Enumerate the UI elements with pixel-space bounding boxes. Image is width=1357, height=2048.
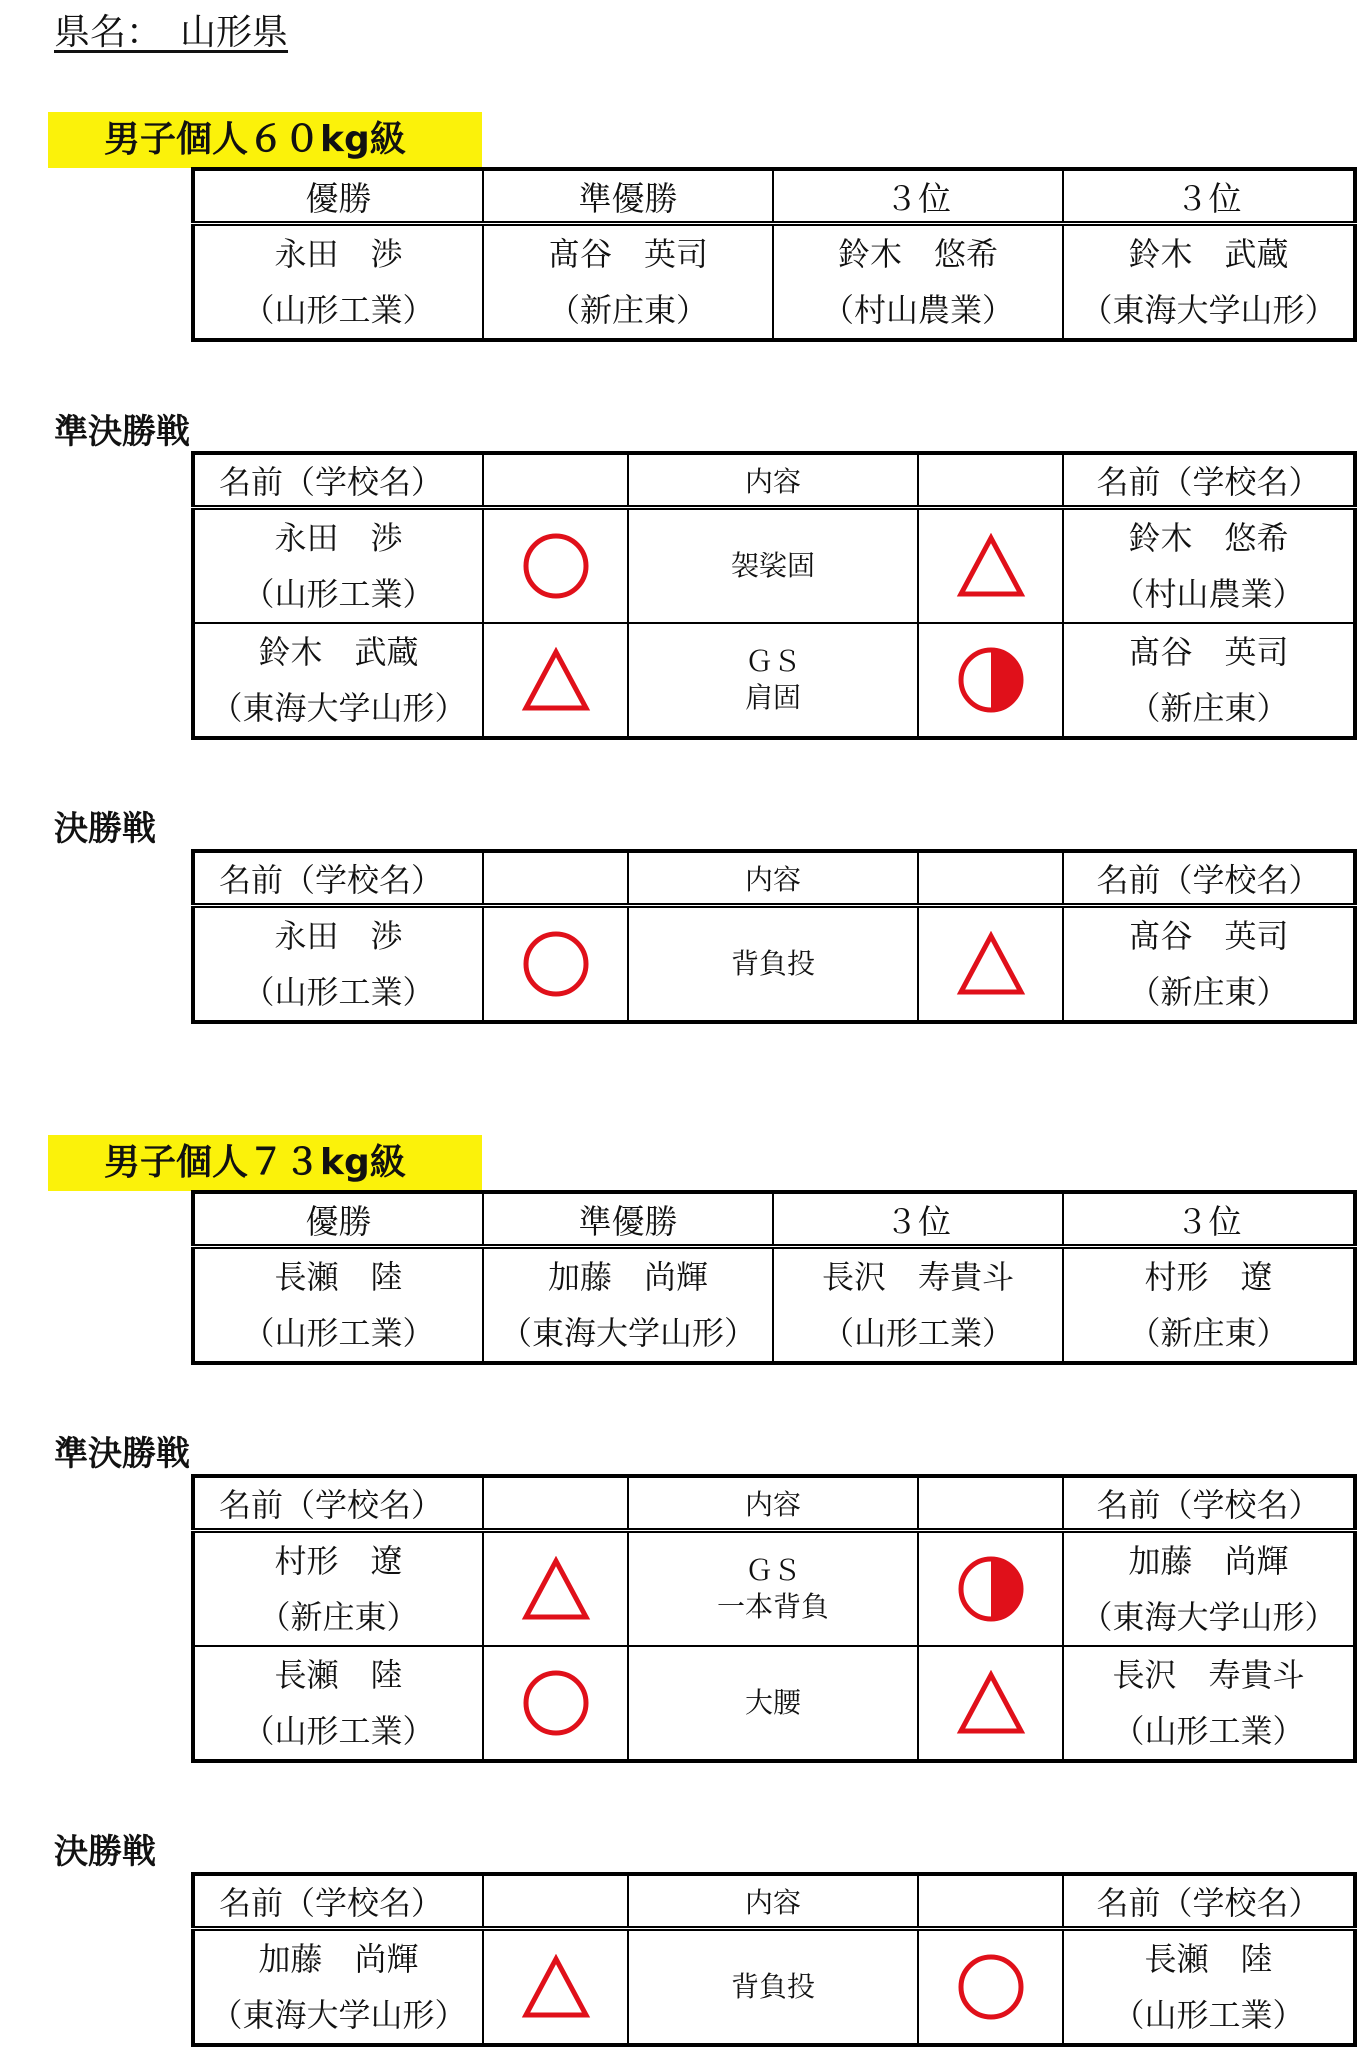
school-name: （山形工業） [242,973,435,1011]
podium-cell [773,224,1063,341]
col-header-blank [918,1476,1063,1531]
athlete-name: 鈴木 悠希 [837,235,998,273]
technique-line: ＧＳ [744,1554,801,1587]
prefecture-label: 県名： 山形県 [54,12,289,53]
podium-header: ３位 [1063,169,1355,224]
triangle-mark-icon [956,931,1026,997]
podium-header: ３位 [773,169,1063,224]
athlete-name: 髙谷 英司 [1128,633,1289,671]
school-name: （山形工業） [242,575,435,613]
player-cell [193,508,483,624]
result-mark-cell [483,906,628,1023]
col-header-blank [483,1476,628,1531]
col-header-blank [483,1874,628,1929]
school-name: （村山農業） [1112,575,1305,613]
col-header: 名前（学校名） [1063,1874,1355,1929]
school-name: （新庄東） [1128,689,1289,727]
player-cell [193,1929,483,2046]
section-title: 準決勝戦 [54,412,190,452]
school-name: （山形工業） [242,1314,435,1352]
circle-mark-icon [956,1952,1026,2022]
half-circle-mark-icon [956,645,1026,715]
player-cell [193,1531,483,1647]
technique-cell [628,1531,918,1647]
circle-mark-icon [521,531,591,601]
school-name: （東海大学山形） [499,1314,756,1352]
athlete-name: 村形 遼 [1144,1258,1273,1296]
technique-line: 袈裟固 [730,549,815,582]
podium-header: ３位 [1063,1192,1355,1247]
result-mark-cell [483,623,628,738]
school-name: （新庄東） [1128,973,1289,1011]
school-name: （新庄東） [547,291,708,329]
school-name: （山形工業） [1112,1996,1305,2034]
col-header: 内容 [628,1476,918,1531]
result-mark-cell [483,508,628,624]
match-table [191,451,1357,740]
player-cell [1063,1646,1355,1761]
school-name: （東海大学山形） [1080,1598,1337,1636]
school-name: （山形工業） [242,1712,435,1750]
podium-header: 準優勝 [483,169,773,224]
player-cell [1063,1531,1355,1647]
podium-cell [483,1247,773,1364]
school-name: （山形工業） [242,291,435,329]
podium-cell [773,1247,1063,1364]
podium-header: 優勝 [193,1192,483,1247]
col-header-blank [483,453,628,508]
col-header: 名前（学校名） [193,453,483,508]
col-header: 名前（学校名） [1063,453,1355,508]
technique-line: ＧＳ [744,645,801,678]
school-name: （村山農業） [821,291,1014,329]
result-mark-cell [918,508,1063,624]
player-cell [1063,508,1355,624]
school-name: （山形工業） [821,1314,1014,1352]
col-header-blank [918,851,1063,906]
match-table [191,1872,1357,2047]
athlete-name: 加藤 尚輝 [1128,1542,1289,1580]
result-mark-cell [918,1929,1063,2046]
school-name: （新庄東） [1128,1314,1289,1352]
result-mark-cell [918,906,1063,1023]
division-title: 男子個人７３kg級 [48,1135,482,1191]
triangle-mark-icon [521,1556,591,1622]
school-name: （山形工業） [1112,1712,1305,1750]
technique-line: 大腰 [744,1686,801,1719]
col-header: 内容 [628,453,918,508]
podium-table [191,167,1357,342]
school-name: （新庄東） [258,1598,419,1636]
col-header: 名前（学校名） [1063,1476,1355,1531]
col-header: 内容 [628,1874,918,1929]
technique-line: 肩固 [744,681,801,714]
athlete-name: 加藤 尚輝 [258,1940,419,1978]
technique-cell [628,1646,918,1761]
circle-mark-icon [521,1668,591,1738]
section-title: 決勝戦 [54,1832,156,1872]
athlete-name: 永田 渉 [274,519,403,557]
col-header-blank [918,1874,1063,1929]
podium-cell [193,224,483,341]
section-title: 決勝戦 [54,809,156,849]
half-circle-mark-icon [956,1554,1026,1624]
result-mark-cell [483,1929,628,2046]
col-header-blank [918,453,1063,508]
athlete-name: 鈴木 武蔵 [258,633,419,671]
athlete-name: 加藤 尚輝 [547,1258,708,1296]
athlete-name: 永田 渉 [274,917,403,955]
player-cell [1063,906,1355,1023]
technique-line: 背負投 [730,1970,815,2003]
podium-header: 準優勝 [483,1192,773,1247]
athlete-name: 長沢 寿貴斗 [821,1258,1014,1296]
circle-mark-icon [521,929,591,999]
athlete-name: 長瀬 陸 [1144,1940,1273,1978]
podium-header: ３位 [773,1192,1063,1247]
technique-line: 背負投 [730,947,815,980]
triangle-mark-icon [521,647,591,713]
result-mark-cell [918,623,1063,738]
technique-cell [628,508,918,624]
athlete-name: 鈴木 武蔵 [1128,235,1289,273]
technique-cell [628,623,918,738]
result-mark-cell [918,1646,1063,1761]
triangle-mark-icon [521,1954,591,2020]
school-name: （東海大学山形） [1080,291,1337,329]
triangle-mark-icon [956,1670,1026,1736]
school-name: （東海大学山形） [210,1996,467,2034]
division-title: 男子個人６０kg級 [48,112,482,168]
podium-cell [1063,224,1355,341]
podium-header: 優勝 [193,169,483,224]
triangle-mark-icon [956,533,1026,599]
player-cell [193,1646,483,1761]
col-header: 名前（学校名） [193,851,483,906]
col-header: 名前（学校名） [193,1476,483,1531]
technique-cell [628,1929,918,2046]
result-mark-cell [918,1531,1063,1647]
player-cell [1063,1929,1355,2046]
athlete-name: 髙谷 英司 [1128,917,1289,955]
match-table [191,849,1357,1024]
section-title: 準決勝戦 [54,1434,190,1474]
result-mark-cell [483,1646,628,1761]
player-cell [1063,623,1355,738]
podium-cell [193,1247,483,1364]
athlete-name: 長瀬 陸 [274,1258,403,1296]
technique-cell [628,906,918,1023]
school-name: （東海大学山形） [210,689,467,727]
match-table [191,1474,1357,1763]
podium-table [191,1190,1357,1365]
podium-cell [1063,1247,1355,1364]
col-header-blank [483,851,628,906]
col-header: 内容 [628,851,918,906]
player-cell [193,623,483,738]
athlete-name: 永田 渉 [274,235,403,273]
col-header: 名前（学校名） [1063,851,1355,906]
player-cell [193,906,483,1023]
result-mark-cell [483,1531,628,1647]
athlete-name: 長沢 寿貴斗 [1112,1656,1305,1694]
athlete-name: 長瀬 陸 [274,1656,403,1694]
col-header: 名前（学校名） [193,1874,483,1929]
athlete-name: 髙谷 英司 [547,235,708,273]
podium-cell [483,224,773,341]
technique-line: 一本背負 [716,1590,829,1623]
athlete-name: 鈴木 悠希 [1128,519,1289,557]
athlete-name: 村形 遼 [274,1542,403,1580]
